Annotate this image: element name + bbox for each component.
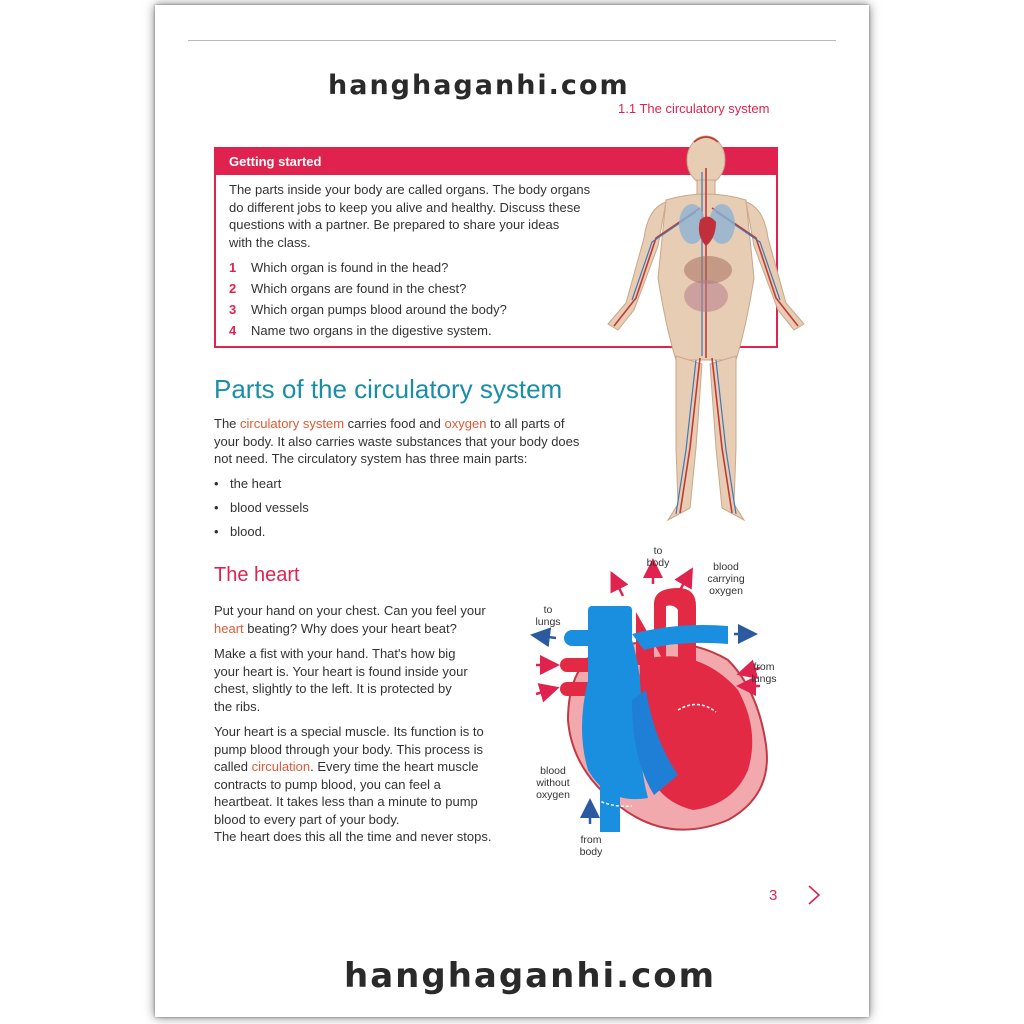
question-number: 3	[229, 302, 237, 317]
text-line: the ribs.	[214, 698, 261, 714]
question-number: 4	[229, 323, 237, 338]
label-from-body	[572, 834, 610, 858]
intro-line: do different jobs to keep you alive and healthy. Discuss these	[229, 199, 581, 215]
section-heading-parts: Parts of the circulatory system	[214, 374, 563, 404]
heart-diagram	[528, 570, 788, 850]
keyword-circulatory-system[interactable]: circulatory system	[240, 416, 345, 431]
question-text: Which organ pumps blood around the body?	[251, 302, 507, 317]
text-run: The	[214, 416, 241, 431]
text-line: Make a fist with your hand. That's how big	[214, 646, 456, 661]
text-line: pump blood through your body. This process is	[214, 741, 484, 757]
question-item	[229, 323, 492, 338]
text-run: carries food and	[344, 416, 445, 431]
page-number: 3	[769, 887, 778, 904]
text-run: to all parts of	[486, 416, 565, 431]
keyword-oxygen[interactable]: oxygen	[444, 416, 487, 431]
bullet-text: the heart	[230, 476, 282, 491]
bullet-item: • the heart	[214, 476, 282, 491]
text-line: heartbeat. It takes less than a minute to pump	[214, 794, 478, 809]
intro-line: with the class.	[229, 234, 311, 250]
watermark-bottom: hanghaganhi.com	[344, 956, 717, 996]
text-run: beating? Why does your heart beat?	[243, 620, 457, 636]
question-item	[229, 260, 448, 275]
question-item	[229, 281, 466, 296]
intro-line: not need. The circulatory system has three main parts:	[214, 451, 528, 466]
text-run: called	[214, 759, 252, 774]
intro-line: questions with a partner. Be prepared to share your ideas	[229, 217, 560, 232]
bullet-item: • blood.	[214, 524, 266, 539]
text-line: your heart is. Your heart is found inside your	[214, 663, 468, 679]
label-line: oxygen	[709, 585, 743, 597]
label-blood-carrying-oxygen	[700, 561, 752, 597]
question-text: Name two organs in the digestive system.	[251, 323, 492, 338]
text-line: Put your hand on your chest. Can you feel your	[214, 603, 486, 618]
label-line: lungs	[751, 673, 777, 685]
label-from-lungs	[744, 661, 784, 685]
top-rule	[188, 40, 836, 41]
label-line: lungs	[535, 616, 561, 628]
question-number: 2	[229, 281, 237, 296]
label-line: body	[579, 846, 603, 858]
section-reference: 1.1 The circulatory system	[618, 101, 770, 116]
question-text: Which organ is found in the head?	[251, 260, 449, 275]
question-item	[229, 302, 507, 317]
bullet-text: blood vessels	[230, 500, 309, 515]
intro-line: your body. It also carries waste substances that your body does	[214, 433, 580, 449]
label-line: body	[646, 557, 670, 569]
parts-intro-paragraph	[214, 415, 634, 468]
text-line: blood to every part of your body.	[214, 811, 400, 827]
heart-paragraph-1	[214, 602, 524, 637]
getting-started-intro	[229, 181, 629, 251]
label-line: without	[536, 777, 570, 789]
label-line: carrying	[707, 573, 745, 585]
next-page-chevron-icon[interactable]	[805, 884, 823, 906]
bullet-text: blood.	[230, 524, 266, 539]
getting-started-title: Getting started	[216, 149, 776, 175]
circulatory-body-illustration	[596, 128, 812, 528]
label-blood-without-oxygen	[528, 765, 578, 801]
text-line	[214, 620, 524, 638]
intro-line: The parts inside your body are called organs. The body organs	[229, 182, 591, 197]
keyword-heart[interactable]: heart	[214, 620, 244, 636]
question-text: Which organs are found in the chest?	[251, 281, 467, 296]
label-to-lungs	[530, 604, 566, 628]
text-line: chest, slightly to the left. It is protected by	[214, 681, 452, 696]
text-run: . Every time the heart muscle	[310, 759, 479, 774]
question-number: 1	[229, 260, 237, 275]
label-line: blood	[540, 765, 566, 777]
label-line: blood	[713, 561, 739, 573]
section-heading-heart: The heart	[214, 564, 300, 586]
text-line: Your heart is a special muscle. Its function is to	[214, 724, 484, 739]
text-line: contracts to pump blood, you can feel a	[214, 776, 441, 792]
intro-line	[214, 415, 634, 433]
label-line: from	[753, 661, 775, 673]
watermark-top: hanghaganhi.com	[328, 70, 630, 101]
heart-paragraph-3	[214, 723, 534, 846]
label-line: from	[580, 834, 602, 846]
text-line: The heart does this all the time and never stops.	[214, 829, 492, 844]
keyword-circulation[interactable]: circulation	[251, 759, 311, 774]
label-line: to	[653, 545, 663, 557]
label-line: to	[543, 604, 553, 616]
text-line	[214, 758, 534, 776]
heart-paragraph-2	[214, 645, 524, 715]
bullet-item: • blood vessels	[214, 500, 309, 515]
label-to-body	[640, 545, 676, 569]
label-line: oxygen	[536, 789, 570, 801]
